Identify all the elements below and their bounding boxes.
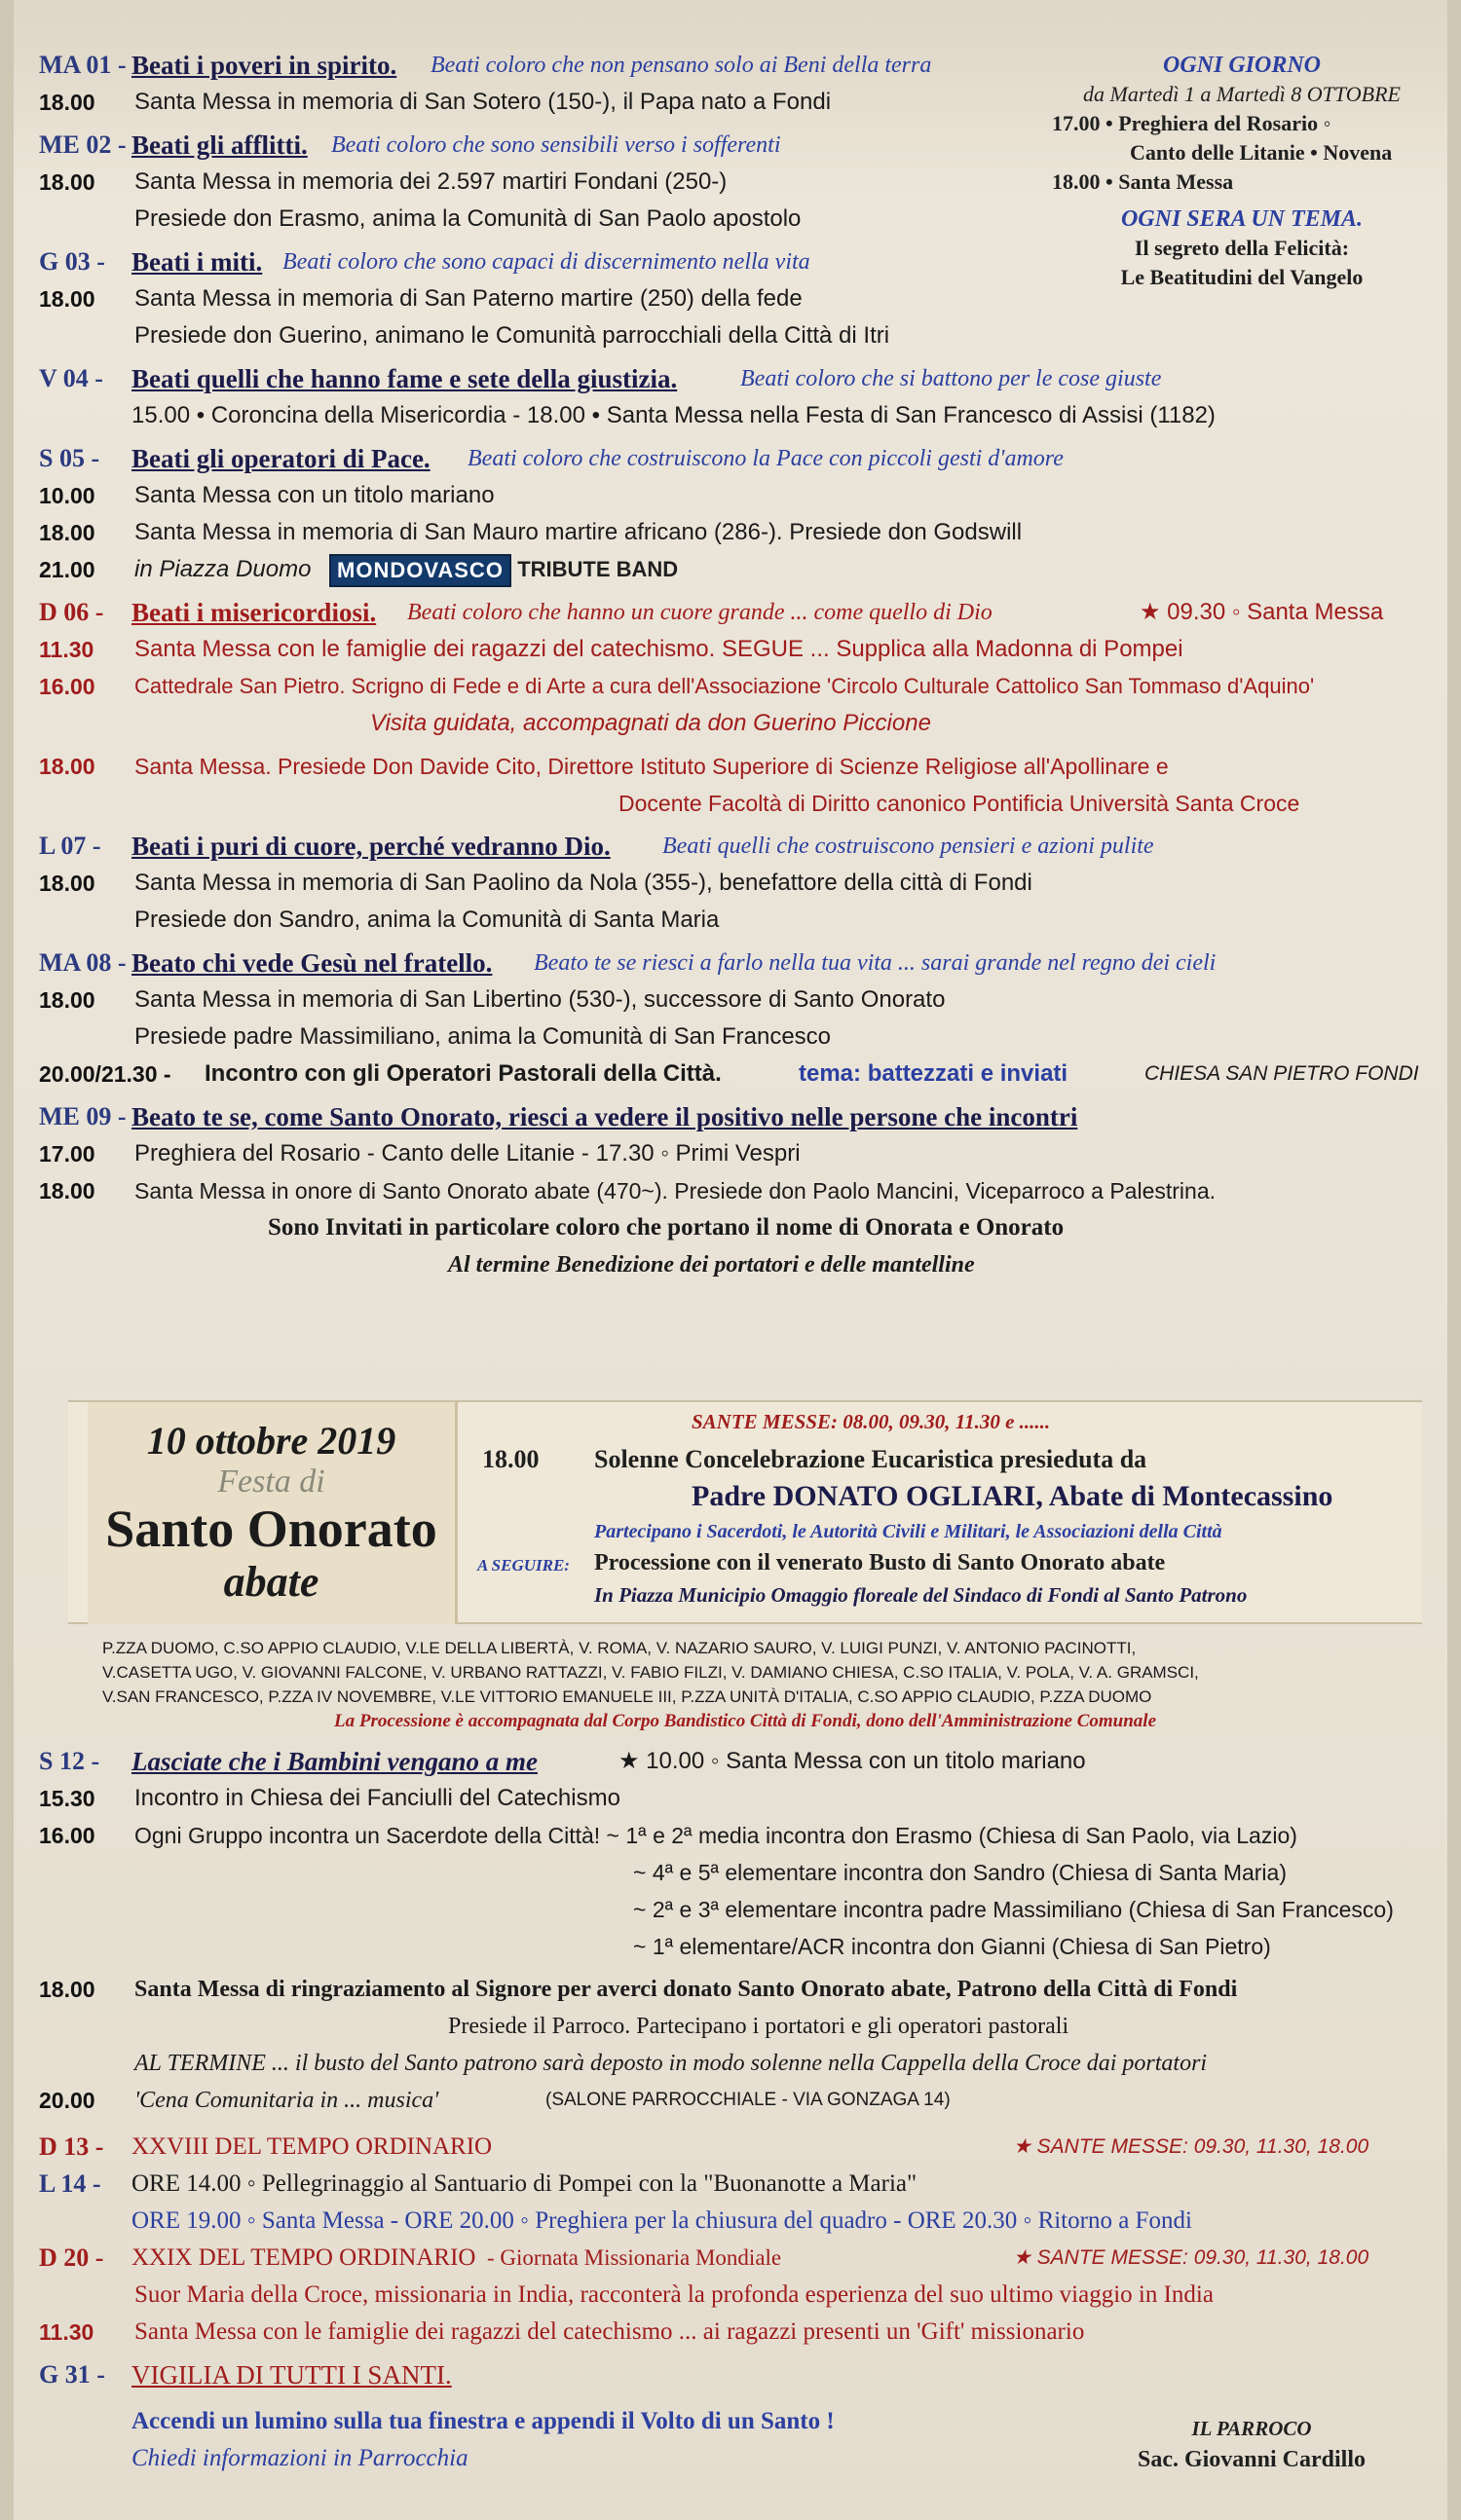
- side-theme-2: Le Beatitudini del Vangelo: [1120, 265, 1364, 289]
- event-text: Incontro con gli Operatori Pastorali della Città.: [205, 1060, 722, 1087]
- event-text: ~ 1ª elementare/ACR incontra don Gianni (Chiesa di San Pietro): [633, 1934, 1271, 1959]
- row-event: [39, 1019, 1432, 1056]
- feast-title-box: [88, 1402, 458, 1624]
- row-day-09: [39, 1098, 1432, 1135]
- schedule-lower: [39, 1743, 1432, 2477]
- row-event: [39, 317, 1432, 354]
- procession-route: [102, 1636, 1388, 1733]
- day-tag: MA 08 -: [39, 948, 127, 977]
- event-time: 20.00/21.30 -: [39, 1061, 171, 1087]
- event-text: Ogni Gruppo incontra un Sacerdote della Città! ~ 1ª e 2ª media incontra don Erasmo (Chiesa di San Paolo, via Lazio): [134, 1823, 1297, 1848]
- event-time: 18.00: [39, 286, 95, 312]
- row-event: [39, 748, 1432, 785]
- row-event: [39, 164, 1432, 201]
- row-event: [39, 2314, 1432, 2351]
- row-event: [39, 397, 1432, 434]
- row-event: [39, 514, 1432, 551]
- event-text: Preghiera del Rosario - Canto delle Litanie - 17.30 ◦ Primi Vespri: [134, 1140, 801, 1167]
- side-range: da Martedì 1 a Martedì 8 OTTOBRE: [1083, 82, 1401, 106]
- day-extra: ★ 09.30 ◦ Santa Messa: [1140, 599, 1384, 625]
- event-text: Presiede il Parroco. Partecipano i portatori e gli operatori pastorali: [448, 2014, 1069, 2039]
- day-subtitle: - Giornata Missionaria Mondiale: [487, 2245, 782, 2270]
- row-event: [39, 2045, 1432, 2082]
- event-text: ORE 14.00 ◦ Pellegrinaggio al Santuario di Pompei con la "Buonanotte a Maria": [131, 2170, 918, 2197]
- day-subtitle: Beato te se riesci a farlo nella tua vita ... sarai grande nel regno dei cieli: [534, 950, 1217, 976]
- event-time: 18.00: [39, 871, 95, 896]
- day-heading: Lasciate che i Bambini vengano a me: [131, 1747, 538, 1776]
- day-extra: ★ SANTE MESSE: 09.30, 11.30, 18.00: [1013, 2246, 1369, 2269]
- feast-line-2: Padre DONATO OGLIARI, Abate di Montecassino: [692, 1480, 1333, 1512]
- row-day-03: [39, 243, 1432, 280]
- row-event: [39, 2008, 1432, 2045]
- day-subtitle: Beati coloro che hanno un cuore grande ... come quello di Dio: [407, 600, 993, 625]
- event-text: Santa Messa in memoria di San Paterno martire (250) della fede: [134, 285, 803, 312]
- event-theme: tema: battezzati e inviati: [799, 1060, 1068, 1087]
- feast-date: 10 ottobre 2019: [146, 1419, 396, 1463]
- day-tag: MA 01 -: [39, 51, 127, 79]
- row-event: [39, 2082, 1432, 2119]
- row-event: [39, 1056, 1432, 1093]
- route-line: V.SAN FRANCESCO, P.ZZA IV NOVEMBRE, V.LE VITTORIO EMANUELE III, P.ZZA UNITÀ D'ITALIA, C.SO APPIO CLAUDIO, P.ZZA DUOMO: [102, 1687, 1152, 1706]
- row-day-20: [39, 2240, 1432, 2277]
- event-text: Santa Messa con un titolo mariano: [134, 482, 495, 508]
- row-day-06: [39, 594, 1432, 631]
- event-text: 'Cena Comunitaria in ... musica': [134, 2088, 439, 2113]
- note-text: Al termine Benedizione dei portatori e delle mantelline: [448, 1252, 975, 1278]
- event-text: Santa Messa in memoria di San Mauro martire africano (286-). Presiede don Godswill: [134, 519, 1023, 545]
- event-text: Santa Messa in memoria di San Sotero (150-), il Papa nato a Fondi: [134, 89, 832, 115]
- event-time: 18.00: [39, 90, 95, 115]
- row-event: [39, 551, 1432, 588]
- day-heading: Beato chi vede Gesù nel fratello.: [131, 948, 493, 978]
- row-day-12: [39, 1743, 1432, 1780]
- feast-line-3: Partecipano i Sacerdoti, le Autorità Civili e Militari, le Associazioni della Città: [594, 1521, 1222, 1542]
- day-heading: Beati i miti.: [131, 247, 263, 277]
- day-subtitle: Beati coloro che sono capaci di discernimento nella vita: [282, 249, 810, 275]
- day-tag: D 13 -: [39, 2132, 104, 2161]
- day-heading: Beati i poveri in spirito.: [131, 51, 397, 80]
- note-text: Accendi un lumino sulla tua finestra e appendi il Volto di un Santo !: [131, 2408, 835, 2434]
- event-time: 17.00: [39, 1141, 95, 1167]
- event-text: Santa Messa con le famiglie dei ragazzi del catechismo ... ai ragazzi presenti un 'Gift' missionario: [134, 2318, 1085, 2345]
- event-time: 18.00: [39, 1977, 95, 2002]
- signature-block: [1110, 2413, 1393, 2475]
- schedule-upper: [39, 47, 1432, 1283]
- row-event: [39, 1135, 1432, 1172]
- row-event: [39, 902, 1432, 939]
- side-line-2: Canto delle Litanie • Novena: [1130, 140, 1393, 165]
- day-subtitle: Beati coloro che si battono per le cose giuste: [740, 366, 1162, 391]
- event-text: in Piazza Duomo: [134, 556, 312, 582]
- day-tag: ME 09 -: [39, 1102, 127, 1130]
- event-time: 11.30: [39, 2319, 94, 2345]
- event-text: Santa Messa in onore di Santo Onorato abate (470~). Presiede don Paolo Mancini, Viceparroco a Palestrina.: [134, 1178, 1216, 1204]
- event-text: Cattedrale San Pietro. Scrigno di Fede e di Arte a cura dell'Associazione 'Circolo Culturale Cattolico San Tommaso d'Aquino': [134, 674, 1315, 698]
- day-heading: Beati gli afflitti.: [131, 130, 308, 160]
- day-heading: XXIX DEL TEMPO ORDINARIO: [131, 2244, 476, 2271]
- feast-line-5: In Piazza Municipio Omaggio floreale del Sindaco di Fondi al Santo Patrono: [594, 1583, 1248, 1607]
- event-time: 18.00: [39, 169, 95, 195]
- event-time: 18.00: [39, 520, 95, 545]
- row-event: [39, 84, 1432, 121]
- day-heading: Beati i puri di cuore, perché vedranno Dio.: [131, 832, 611, 861]
- event-text: Presiede don Sandro, anima la Comunità di Santa Maria: [134, 907, 720, 933]
- event-text: AL TERMINE ... il busto del Santo patrono sarà deposto in modo solenne nella Cappella della Croce dai portatori: [134, 2051, 1208, 2076]
- event-text: Incontro in Chiesa dei Fanciulli del Catechismo: [134, 1785, 620, 1811]
- side-title: OGNI GIORNO: [1162, 53, 1321, 78]
- event-text: ~ 2ª e 3ª elementare incontra padre Massimiliano (Chiesa di San Francesco): [633, 1897, 1394, 1922]
- route-note: La Processione è accompagnata dal Corpo Bandistico Città di Fondi, dono dell'Amministrazione Comunale: [334, 1711, 1156, 1731]
- event-text: Presiede don Erasmo, anima la Comunità di San Paolo apostolo: [134, 205, 802, 232]
- day-heading: Beati quelli che hanno fame e sete della giustizia.: [131, 364, 678, 393]
- event-text: ~ 4ª e 5ª elementare incontra don Sandro (Chiesa di Santa Maria): [633, 1860, 1287, 1885]
- row-event: [39, 982, 1432, 1019]
- feast-abate: abate: [223, 1558, 319, 1606]
- row-event: [39, 477, 1432, 514]
- feast-banner: [68, 1400, 1422, 1624]
- feast-masses: SANTE MESSE: 08.00, 09.30, 11.30 e ......: [692, 1410, 1051, 1433]
- day-tag: L 14 -: [39, 2169, 101, 2198]
- side-line-3: 18.00 • Santa Messa: [1052, 169, 1234, 194]
- event-time: 11.30: [39, 637, 94, 662]
- day-extra: ★ SANTE MESSE: 09.30, 11.30, 18.00: [1013, 2135, 1369, 2158]
- row-event: [39, 785, 1432, 822]
- day-subtitle: Beati coloro che non pensano solo ai Beni della terra: [431, 53, 932, 78]
- row-event: [39, 2203, 1432, 2240]
- row-note: [39, 1209, 1432, 1246]
- event-time: 10.00: [39, 483, 95, 508]
- event-time: 18.00: [39, 754, 95, 779]
- event-text: 15.00 • Coroncina della Misericordia - 18.00 • Santa Messa nella Festa di San Francesco di Assisi (1182): [131, 402, 1216, 428]
- event-text: Santa Messa in memoria di San Libertino (530-), successore di Santo Onorato: [134, 986, 946, 1013]
- side-theme-1: Il segreto della Felicità:: [1134, 236, 1350, 260]
- row-event: [39, 280, 1432, 317]
- row-note: [39, 1246, 1432, 1283]
- event-place: (SALONE PARROCCHIALE - VIA GONZAGA 14): [545, 2090, 951, 2110]
- route-line: P.ZZA DUOMO, C.SO APPIO CLAUDIO, V.LE DELLA LIBERTÀ, V. ROMA, V. NAZARIO SAURO, V. LUIGI PUNZI, V. ANTONIO PACINOTTI,: [102, 1639, 1137, 1657]
- event-place: CHIESA SAN PIETRO FONDI: [1144, 1062, 1419, 1085]
- row-event: [39, 1817, 1432, 1854]
- event-time: 16.00: [39, 674, 95, 699]
- day-heading: XXVIII DEL TEMPO ORDINARIO: [131, 2133, 493, 2160]
- day-heading: Beati i misericordiosi.: [131, 598, 377, 627]
- row-event: [39, 201, 1432, 238]
- feast-seguire: A SEGUIRE:: [477, 1556, 570, 1575]
- day-heading: VIGILIA DI TUTTI I SANTI.: [131, 2360, 452, 2390]
- row-event: [39, 668, 1432, 705]
- event-text: Presiede padre Massimiliano, anima la Comunità di San Francesco: [134, 1023, 832, 1050]
- day-extra: ★ 10.00 ◦ Santa Messa con un titolo mariano: [618, 1748, 1086, 1774]
- event-text: Santa Messa. Presiede Don Davide Cito, Direttore Istituto Superiore di Scienze Religiose all'Apollinare e: [134, 754, 1169, 779]
- row-event: [39, 705, 1432, 742]
- event-time: 15.30: [39, 1786, 95, 1811]
- signature-role: IL PARROCO: [1191, 2417, 1312, 2440]
- day-tag: S 05 -: [39, 444, 100, 472]
- feast-of: Festa di: [217, 1464, 325, 1500]
- row-day-01: [39, 47, 1432, 84]
- feast-line-4: Processione con il venerato Busto di Santo Onorato abate: [594, 1550, 1166, 1575]
- row-day-04: [39, 360, 1432, 397]
- day-tag: S 12 -: [39, 1747, 100, 1775]
- row-event: [39, 1854, 1432, 1891]
- event-time: 18.00: [39, 987, 95, 1013]
- note-text: Sono Invitati in particolare coloro che portano il nome di Onorata e Onorato: [268, 1214, 1065, 1241]
- day-subtitle: Beati quelli che costruiscono pensieri e azioni pulite: [662, 834, 1154, 859]
- row-day-13: [39, 2129, 1432, 2166]
- band-logo-text: MONDOVASCO: [329, 554, 511, 587]
- day-tag: V 04 -: [39, 364, 103, 392]
- row-event: [39, 2277, 1432, 2314]
- event-text: Santa Messa in memoria dei 2.597 martiri Fondani (250-): [134, 168, 728, 195]
- day-subtitle: Beati coloro che costruiscono la Pace con piccoli gesti d'amore: [468, 446, 1064, 471]
- event-text: Visita guidata, accompagnati da don Guerino Piccione: [370, 710, 931, 736]
- row-day-31: [39, 2356, 1432, 2393]
- event-text: Suor Maria della Croce, missionaria in India, racconterà la profonda esperienza del suo ultimo viaggio in India: [134, 2281, 1214, 2308]
- row-event: [39, 1928, 1432, 1965]
- row-day-05: [39, 440, 1432, 477]
- row-event: [39, 865, 1432, 902]
- row-event: [39, 1891, 1432, 1928]
- event-text: Presiede don Guerino, animano le Comunità parrocchiali della Città di Itri: [134, 322, 890, 349]
- event-time: 16.00: [39, 1823, 95, 1848]
- row-day-14: [39, 2166, 1432, 2203]
- row-event: [39, 1780, 1432, 1817]
- row-event: [39, 1971, 1432, 2008]
- route-line: V.CASETTA UGO, V. GIOVANNI FALCONE, V. URBANO RATTAZZI, V. FABIO FILZI, V. DAMIANO CHIESA, C.SO ITALIA, V. POLA, V. A. GRAMSCI,: [102, 1663, 1199, 1682]
- row-day-07: [39, 828, 1432, 865]
- event-text: ORE 19.00 ◦ Santa Messa - ORE 20.00 ◦ Preghiera per la chiusura del quadro - ORE 20.30 ◦ Ritorno a Fondi: [131, 2207, 1192, 2234]
- day-tag: L 07 -: [39, 832, 101, 860]
- event-time: 21.00: [39, 557, 95, 582]
- day-tag: D 20 -: [39, 2243, 104, 2272]
- event-time: 20.00: [39, 2088, 95, 2113]
- feast-time: 18.00: [482, 1445, 540, 1473]
- event-text: Santa Messa di ringraziamento al Signore per averci donato Santo Onorato abate, Patrono della Città di Fondi: [134, 1977, 1238, 2002]
- side-line-1: 17.00 • Preghiera del Rosario ◦: [1052, 111, 1331, 135]
- day-tag: D 06 -: [39, 598, 104, 626]
- day-tag: G 03 -: [39, 247, 105, 276]
- band-logo: [329, 551, 678, 588]
- feast-line-1: Solenne Concelebrazione Eucaristica presieduta da: [594, 1445, 1147, 1473]
- row-day-02: [39, 127, 1432, 164]
- row-event: [39, 631, 1432, 668]
- event-text: Docente Facoltà di Diritto canonico Pontificia Università Santa Croce: [618, 791, 1300, 816]
- day-heading: Beato te se, come Santo Onorato, riesci a vedere il positivo nelle persone che incontri: [131, 1102, 1078, 1131]
- day-heading: Beati gli operatori di Pace.: [131, 444, 431, 473]
- signature-name: Sac. Giovanni Cardillo: [1137, 2447, 1367, 2472]
- day-tag: ME 02 -: [39, 130, 127, 159]
- feast-name: Santo Onorato: [105, 1500, 437, 1558]
- event-time: 18.00: [39, 1178, 95, 1204]
- day-subtitle: Beati coloro che sono sensibili verso i sofferenti: [331, 132, 781, 158]
- row-event: [39, 1172, 1432, 1209]
- day-tag: G 31 -: [39, 2360, 105, 2389]
- row-day-08: [39, 945, 1432, 982]
- note-text: Chiedi informazioni in Parrocchia: [131, 2445, 468, 2471]
- event-text: Santa Messa con le famiglie dei ragazzi del catechismo. SEGUE ... Supplica alla Madonna di Pompei: [134, 636, 1183, 662]
- event-text: Santa Messa in memoria di San Paolino da Nola (355-), benefattore della città di Fondi: [134, 870, 1032, 896]
- band-name: TRIBUTE BAND: [517, 557, 679, 581]
- side-theme: OGNI SERA UN TEMA.: [1120, 206, 1364, 232]
